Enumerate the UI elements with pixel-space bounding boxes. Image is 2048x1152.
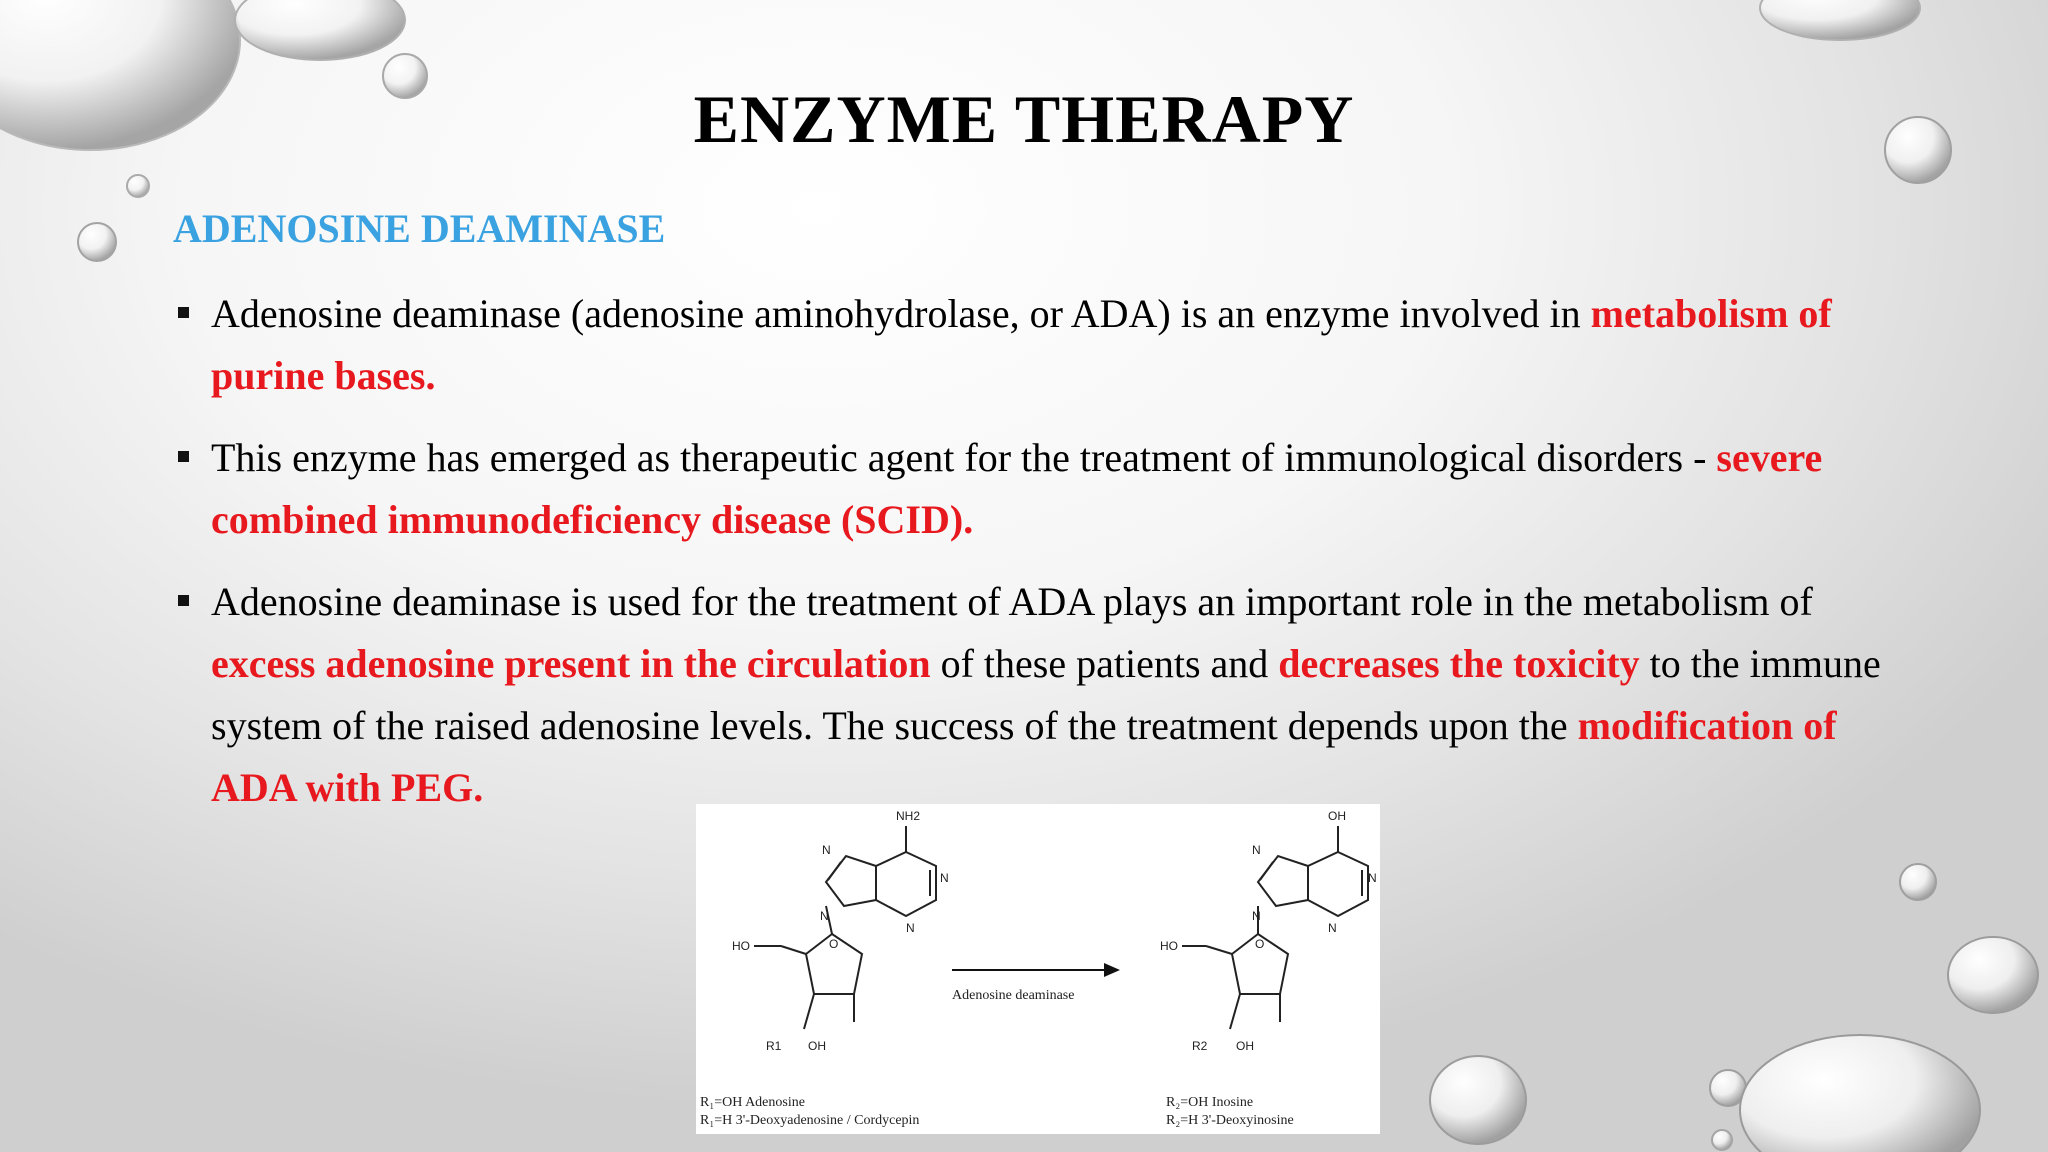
ring-atom-label: N [822, 843, 831, 857]
square-bullet-icon [178, 451, 189, 462]
legend-line: R₂=H 3'-Deoxyinosine [1166, 1113, 1294, 1128]
bullet-list [172, 283, 1892, 839]
ring-atom-label: N [1328, 921, 1337, 935]
legend-line: R₁=H 3'-Deoxyadenosine / Cordycepin [700, 1113, 920, 1128]
bullet-text: Adenosine deaminase (adenosine aminohydrolase, or ADA) is an enzyme involved in [211, 291, 1591, 336]
highlighted-text: modification of ADA with PEG. [211, 703, 1837, 810]
slide-title: ENZYME THERAPY [693, 81, 1355, 157]
square-bullet-icon [178, 307, 189, 318]
highlighted-text: decreases the toxicity [1278, 641, 1640, 686]
reaction-arrow [952, 963, 1120, 977]
r-group-label: R1 [766, 1039, 782, 1053]
ring-oxygen-label: O [829, 937, 839, 951]
ring-oxygen-label: O [1255, 937, 1265, 951]
bullet-text: to the immune system of the raised adenosine levels. The success of the treatment depends upon the [211, 641, 1881, 748]
hydroxyl-label: HO [1160, 939, 1178, 953]
ring-atom-label: N [1368, 871, 1377, 885]
bullet-item [172, 427, 1892, 551]
reaction-diagram-svg [696, 804, 1380, 1134]
legend-line: R₁=OH Adenosine [700, 1095, 805, 1110]
ring-atom-label: N [940, 871, 949, 885]
bullet-text: Adenosine deaminase is used for the treatment of ADA plays an important role in the metabolism of [211, 579, 1813, 624]
amino-group-label: NH2 [896, 809, 921, 823]
arrow-label: Adenosine deaminase [952, 988, 1075, 1003]
legend-line: R₂=OH Inosine [1166, 1095, 1254, 1110]
r-group-label: R2 [1192, 1039, 1208, 1053]
bullet-text: This enzyme has emerged as therapeutic agent for the treatment of immunological disorders - [211, 435, 1717, 480]
highlighted-text: metabolism of purine bases. [211, 291, 1832, 398]
square-bullet-icon [178, 595, 189, 606]
ring-atom-label: N [1252, 909, 1261, 923]
inosine-structure [1182, 826, 1368, 1029]
section-subheading: ADENOSINE DEAMINASE [173, 206, 666, 251]
bullet-item [172, 571, 1892, 819]
hydroxyl-label: OH [808, 1039, 826, 1053]
hydroxyl-group-label: OH [1328, 809, 1346, 823]
hydroxyl-label: HO [732, 939, 750, 953]
ring-atom-label: N [820, 909, 829, 923]
hydroxyl-label: OH [1236, 1039, 1254, 1053]
bullet-text: of these patients and [930, 641, 1279, 686]
highlighted-text: severe combined immunodeficiency disease (SCID). [211, 435, 1823, 542]
bullet-item [172, 283, 1892, 407]
ring-atom-label: N [906, 921, 915, 935]
highlighted-text: excess adenosine present in the circulation [211, 641, 931, 686]
ring-atom-label: N [1252, 843, 1261, 857]
reaction-diagram [696, 804, 1380, 1134]
